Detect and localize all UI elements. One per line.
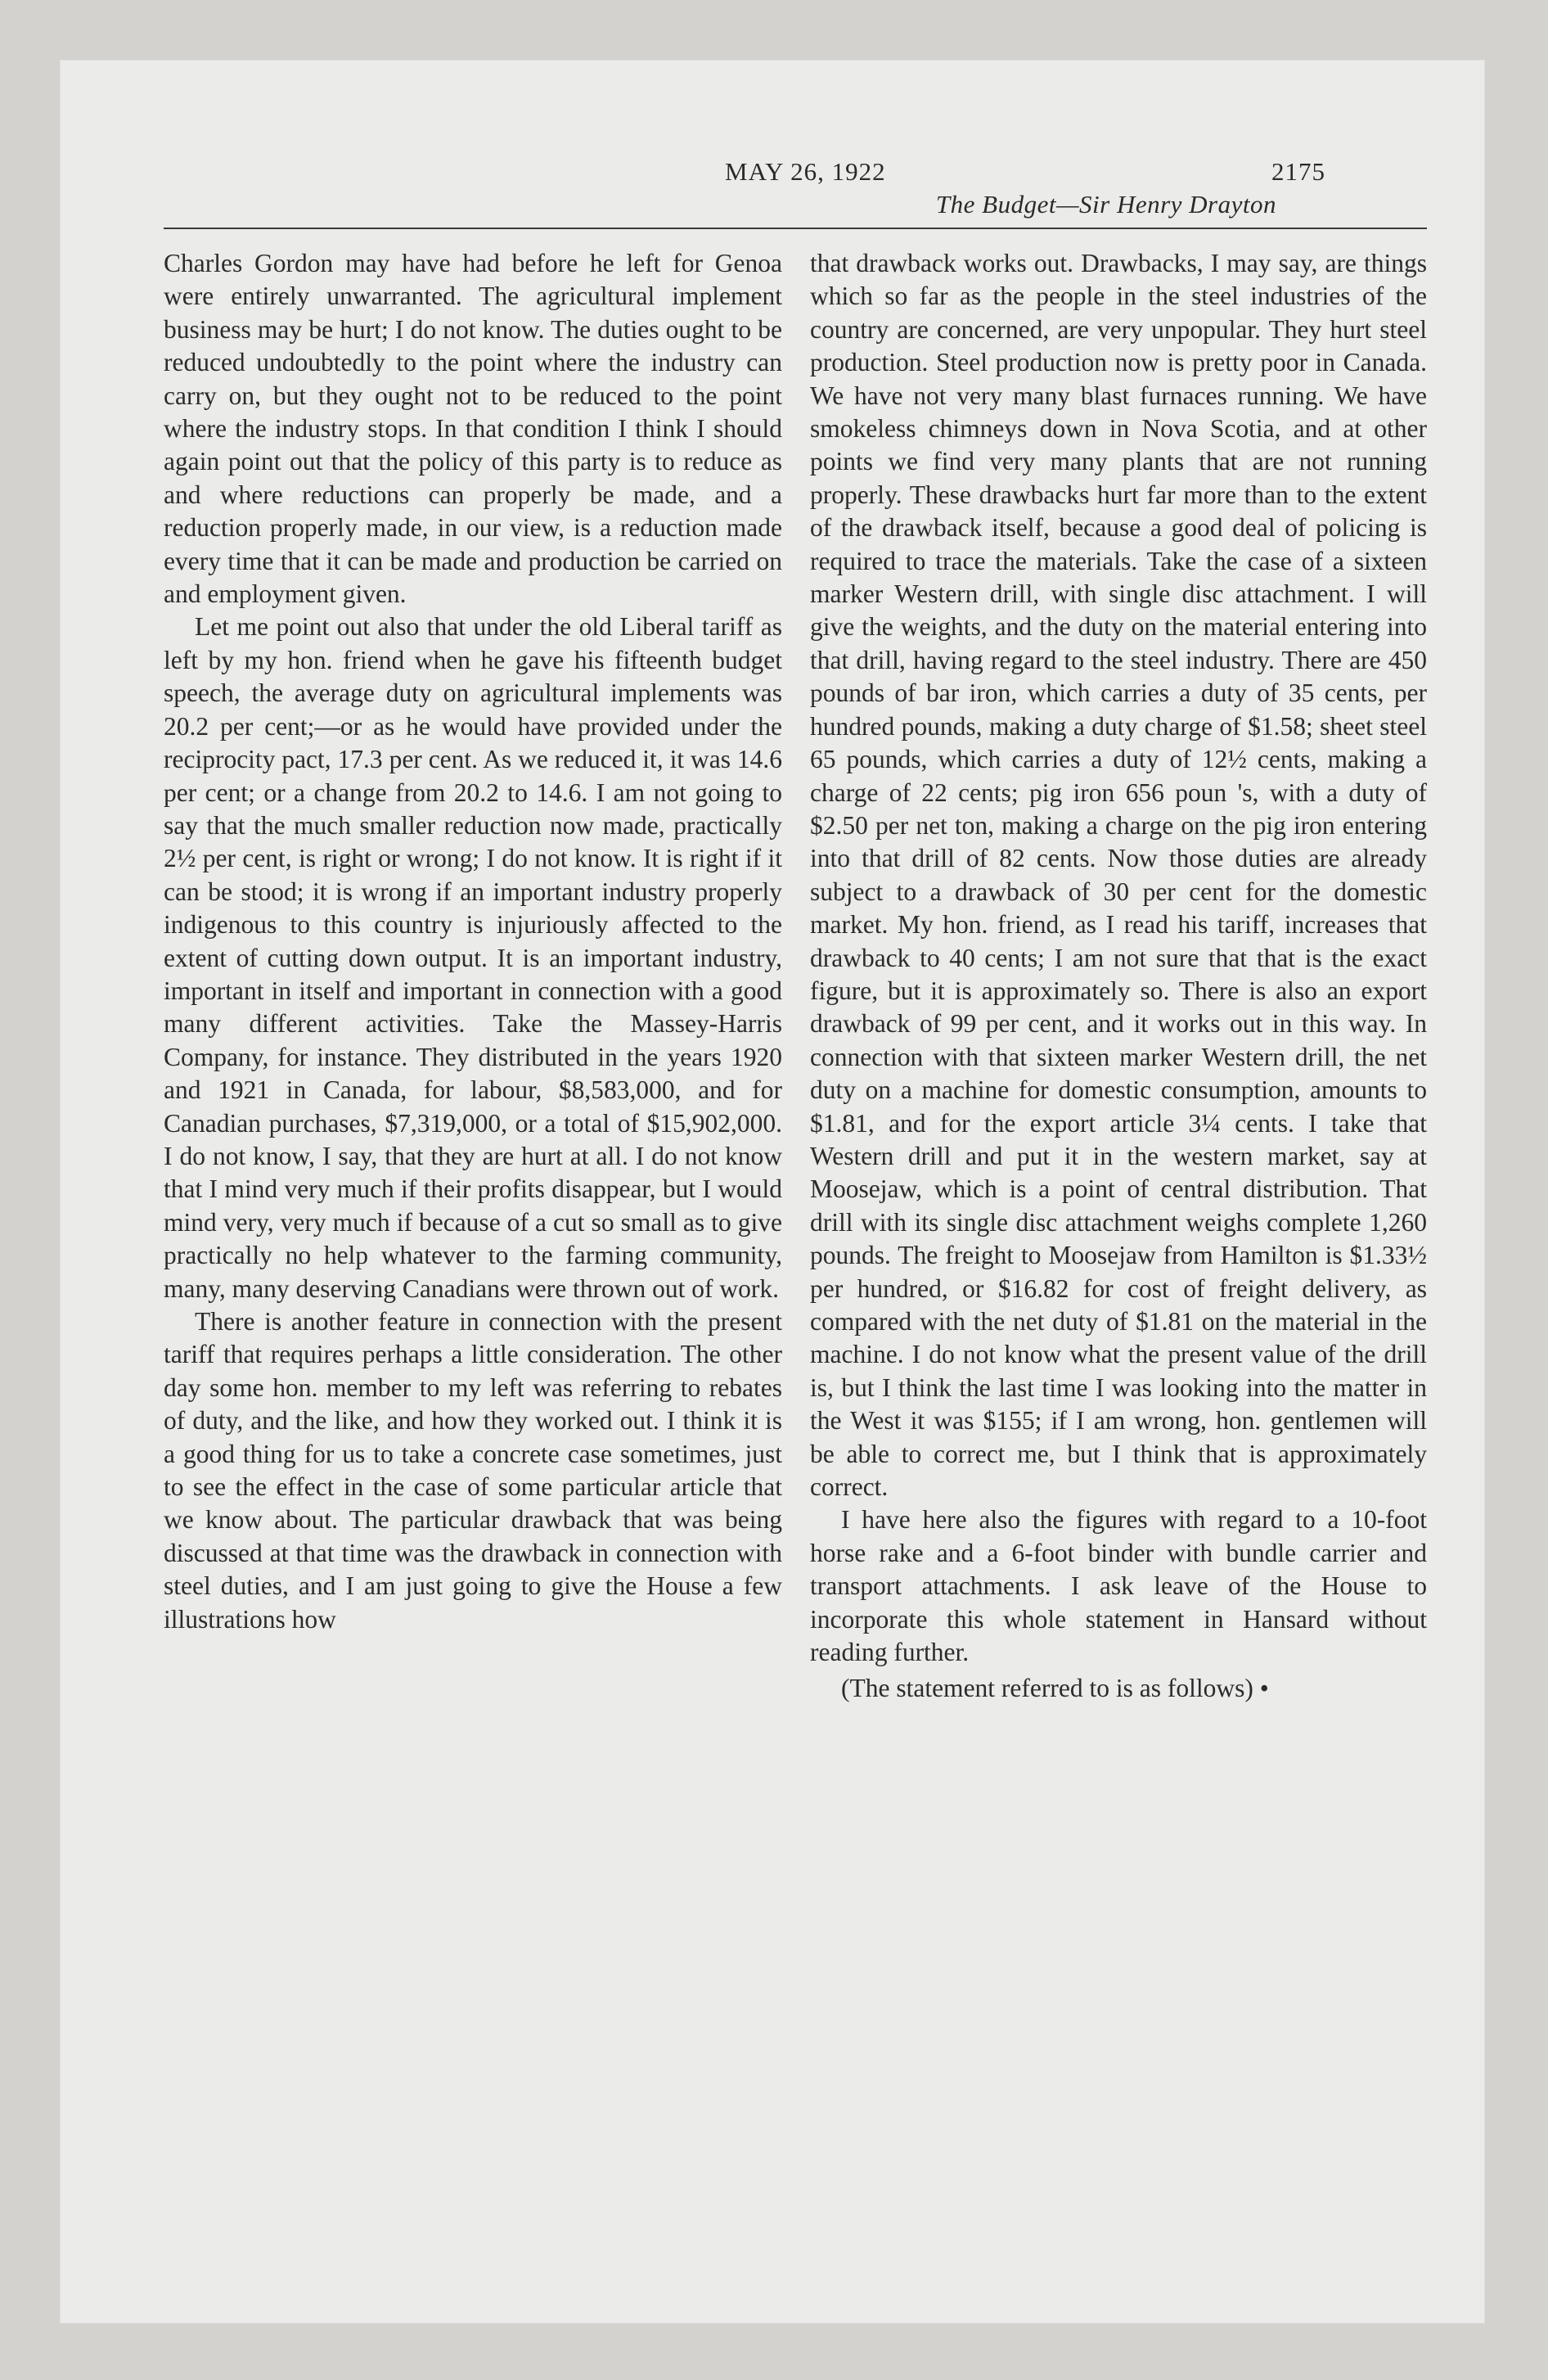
header-date: MAY 26, 1922 [725, 157, 886, 186]
left-paragraph-3: There is another feature in connection with the present tariff that requires perhaps a little consideration. The other day some hon. member to my left was referring to rebates of duty, and the like, and how they worked out. I think it is a good thing for us to take a concrete case sometimes, just to see the effect in the case of some particular article that we know about. The particular drawback that was being discussed at that time was the drawback in connection with steel duties, and I am just going to give the House a few illustrations how [164, 1307, 782, 1634]
right-paragraph-2: I have here also the figures with regard to a 10-foot horse rake and a 6-foot binder with bundle carrier and transport attachments. I ask leave of the House to incorporate this whole statement in Hansard without reading further. [810, 1505, 1427, 1667]
left-column [164, 247, 782, 2154]
page-number: 2175 [1271, 157, 1325, 186]
right-paragraph-1: that drawback works out. Drawbacks, I may say, are things which so far as the people in the steel industries of the country are concerned, are very unpopular. They hurt steel production. Steel production now is pretty poor in Canada. We have not very many blast furnaces running. We have smokeless chimneys down in Nova Scotia, and at other points we find very many plants that are not running properly. These drawbacks hurt far more than to the extent of the drawback itself, because a good deal of policing is required to trace the materials. Take the case of a sixteen marker Western drill, with single disc attachment. I will give the weights, and the duty on the material entering into that drill, having regard to the steel industry. There are 450 pounds of bar iron, which carries a duty of 35 cents, per hundred pounds, making a duty charge of $1.58; sheet steel 65 pounds, which carries a duty of 12½ cents, making a charge of 22 cents; pig iron 656 poun 's, with a duty of $2.50 per net ton, making a charge on the pig iron entering into that drill of 82 cents. Now those duties are already subject to a drawback of 30 per cent for the domestic market. My hon. friend, as I read his tariff, increases that drawback to 40 cents; I am not sure that that is the exact figure, but it is approximately so. There is also an export drawback of 99 per cent, and it works out in this way. In connection with that sixteen marker Western drill, the net duty on a machine for domestic consumption, amounts to $1.81, and for the export article 3¼ cents. I take that Western drill and put it in the western market, say at Moosejaw, which is a point of central distribution. That drill with its single disc attachment weighs complete 1,260 pounds. The freight to Moosejaw from Hamilton is $1.33½ per hundred, or $16.82 for cost of freight delivery, as compared with the net duty of $1.81 on the material in the machine. I do not know what the present value of the drill is, but I think the last time I was looking into the matter in the West it was $155; if I am wrong, hon. gentlemen will be able to correct me, but I think that is approximately correct. [810, 249, 1427, 1502]
left-paragraph-2: Let me point out also that under the old Liberal tariff as left by my hon. friend when he gave his fifteenth budget speech, the average duty on agricultural implements was 20.2 per cent;—or as he would have provided under the reciprocity pact, 17.3 per cent. As we reduced it, it was 14.6 per cent; or a change from 20.2 to 14.6. I am not going to say that the much smaller reduction now made, practically 2½ per cent, is right or wrong; I do not know. It is right if it can be stood; it is wrong if an important industry properly indigenous to this country is injuriously affected to the extent of cutting down output. It is an important industry, important in itself and important in connection with a good many different activities. Take the Massey-Harris Company, for instance. They distributed in the years 1920 and 1921 in Canada, for labour, $8,583,000, and for Canadian purchases, $7,319,000, or a total of $15,902,000. I do not know, I say, that they are hurt at all. I do not know that I mind very much if their profits disappear, but I would mind very, very much if because of a cut so small as to give practically no help whatever to the farming community, many, many deserving Canadians were thrown out of work. [164, 612, 782, 1303]
header-rule [164, 228, 1427, 229]
page-header [103, 92, 1325, 219]
right-column [810, 247, 1427, 2154]
left-paragraph-1: Charles Gordon may have had before he left for Genoa were entirely unwarranted. The agricultural implement business may be hurt; I do not know. The duties ought to be reduced undoubtedly to the point where the industry can carry on, but they ought not to be reduced to the point where the industry stops. In that condition I think I should again point out that the policy of this party is to reduce as and where reductions can properly be made, and a reduction properly made, in our view, is a reduction made every time that it can be made and production be carried on and employment given. [164, 249, 782, 609]
running-title: The Budget—Sir Henry Drayton [935, 190, 1276, 219]
statement-note: (The statement referred to is as follows) • [841, 1674, 1269, 1703]
